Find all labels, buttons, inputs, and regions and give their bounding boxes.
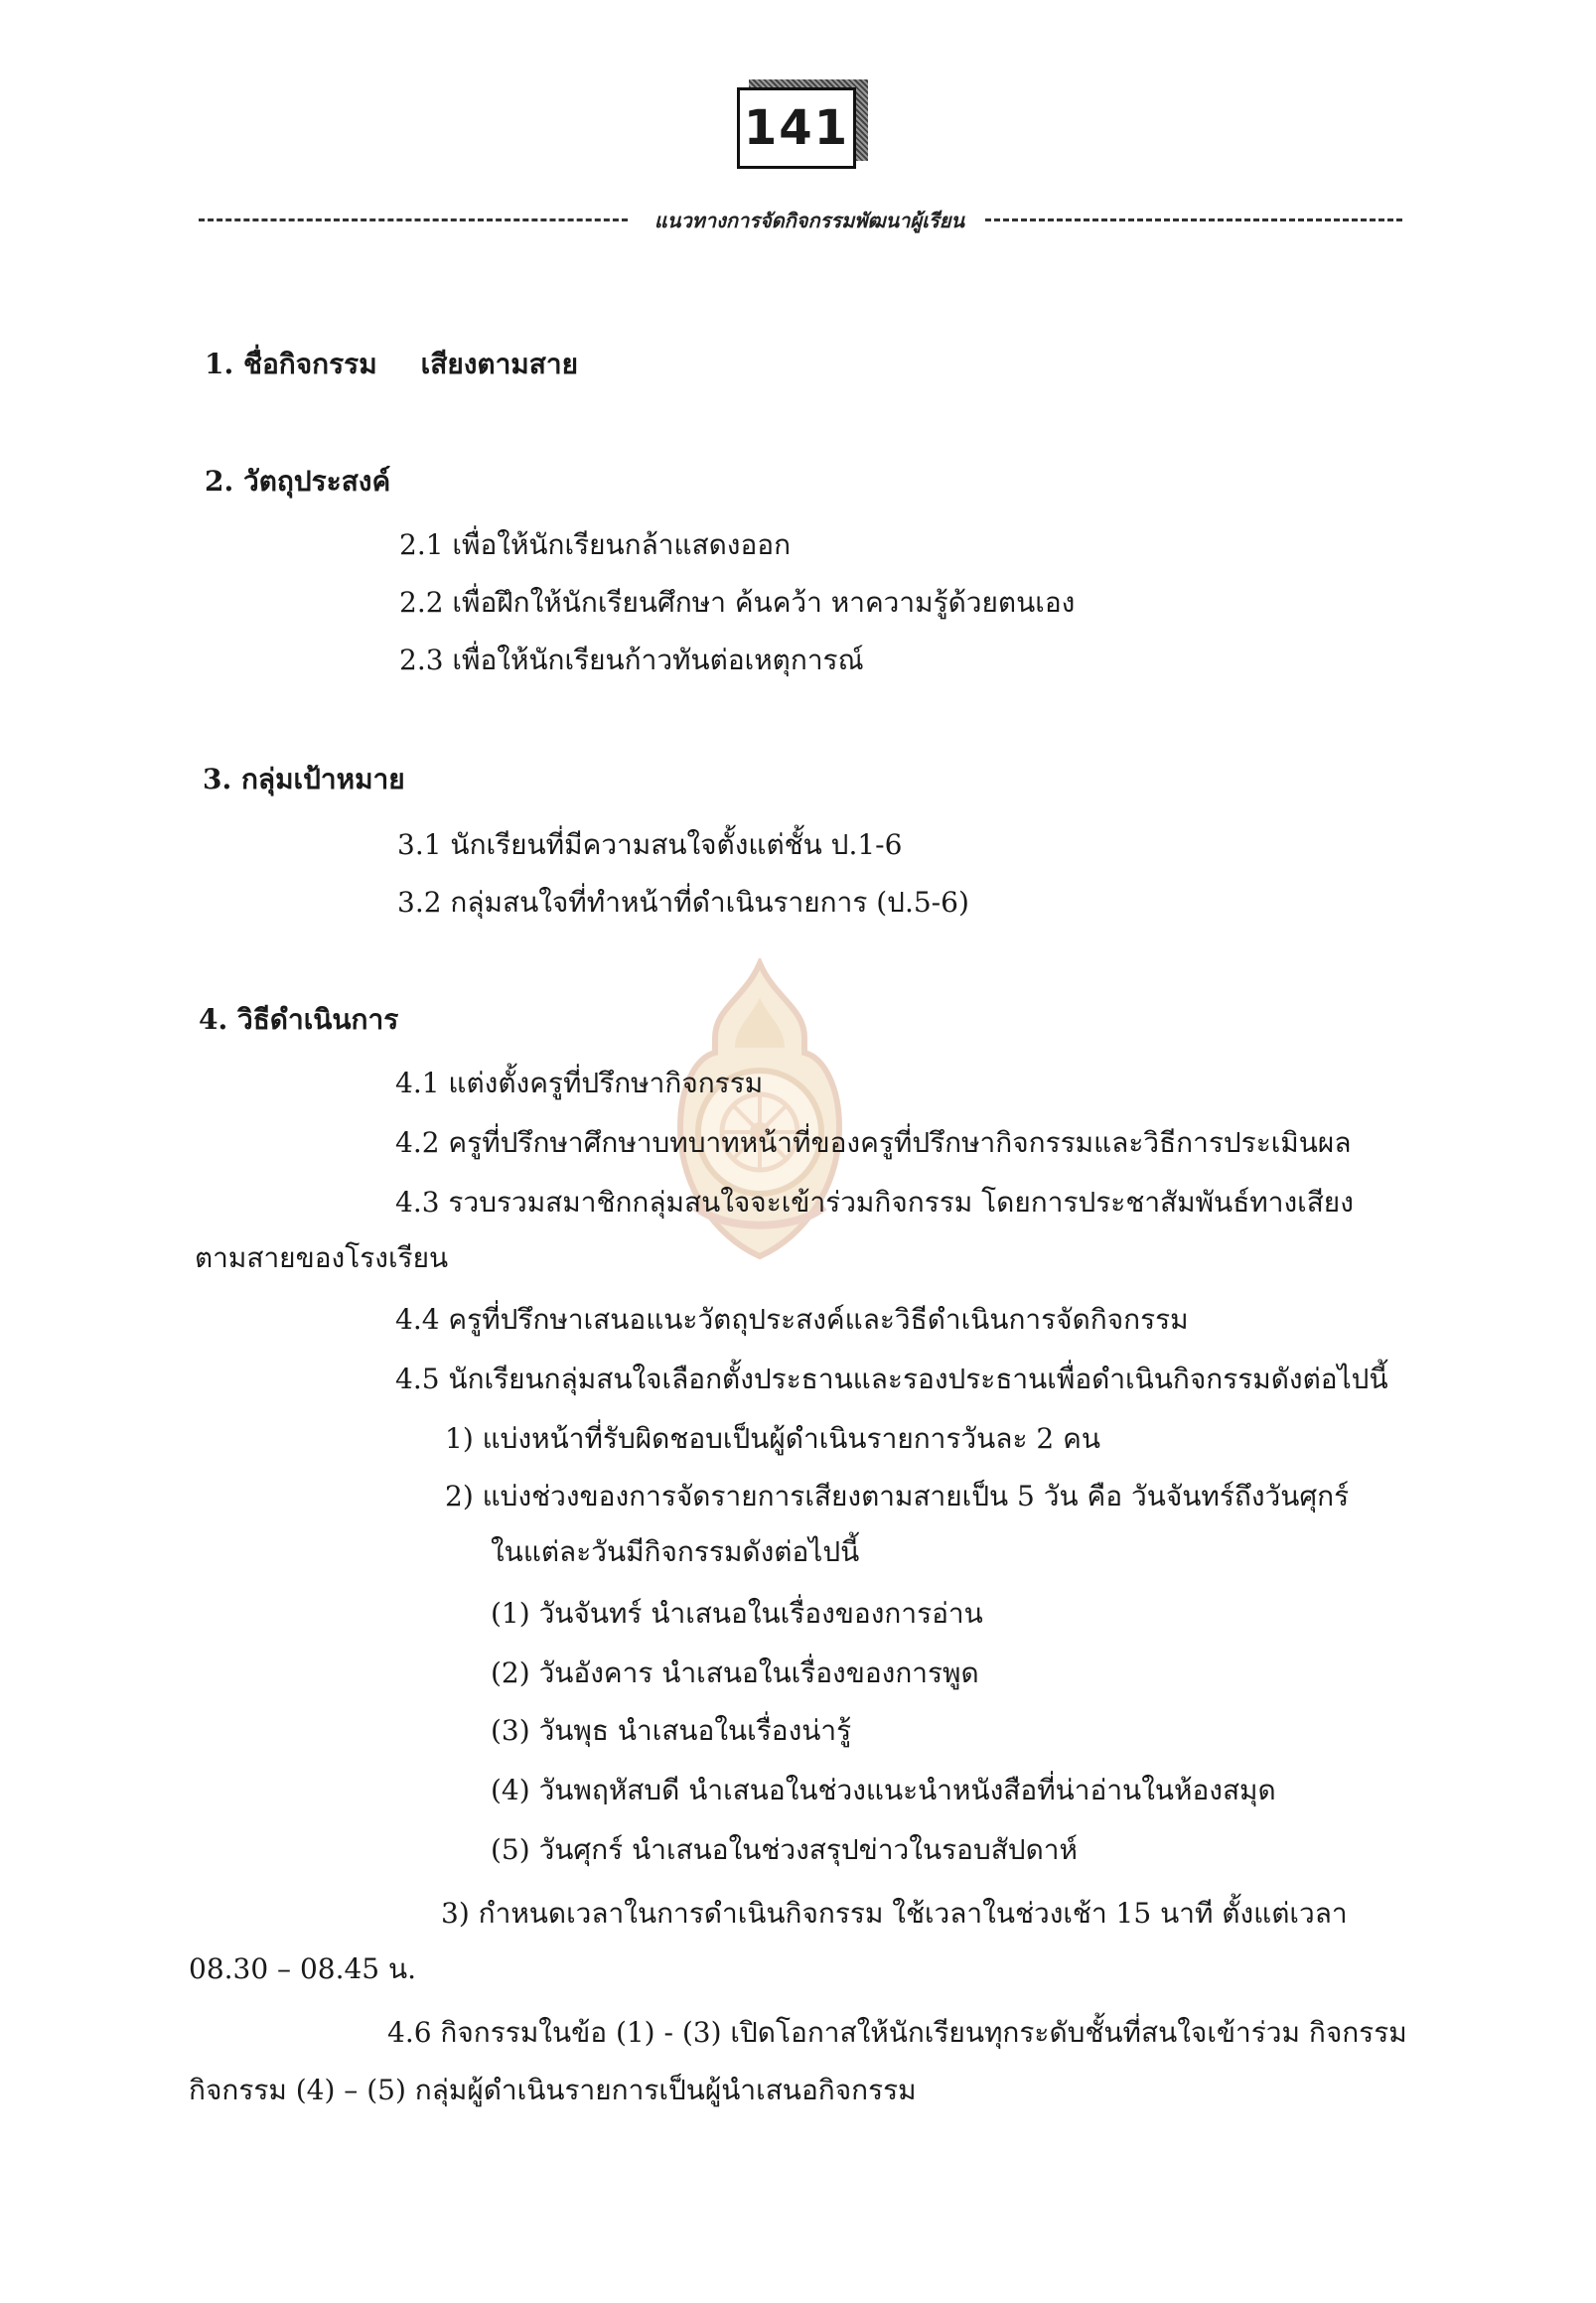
- objective-item: 2.1 เพื่อให้นักเรียนกล้าแสดงออก: [399, 528, 792, 561]
- procedure-item: 4.3 รวบรวมสมาชิกกลุ่มสนใจจะเข้าร่วมกิจกรรม โดยการประชาสัมพันธ์ทางเสียง: [395, 1186, 1354, 1219]
- procedure-item: 4.6 กิจกรรมในข้อ (1) - (3) เปิดโอกาสให้นักเรียนทุกระดับชั้นที่สนใจเข้าร่วม กิจกรรม: [387, 2016, 1407, 2049]
- header-rule-left: [199, 218, 628, 221]
- sub-item: 3) กำหนดเวลาในการดำเนินกิจกรรม ใช้เวลาในช่วงเช้า 15 นาที ตั้งแต่เวลา: [441, 1897, 1348, 1930]
- procedure-item-continued: ตามสายของโรงเรียน: [195, 1241, 449, 1274]
- section-3-heading: 3. กลุ่มเป้าหมาย: [203, 763, 405, 795]
- day-item: (3) วันพุธ นำเสนอในเรื่องน่ารู้: [491, 1714, 852, 1747]
- target-item: 3.2 กลุ่มสนใจที่ทำหน้าที่ดำเนินรายการ (ป.5-6): [397, 886, 969, 919]
- sub-item-continued: 08.30 – 08.45 น.: [189, 1952, 417, 1985]
- activity-name: เสียงตามสาย: [420, 348, 578, 380]
- day-item: (2) วันอังคาร นำเสนอในเรื่องของการพูด: [491, 1656, 979, 1689]
- day-item: (4) วันพฤหัสบดี นำเสนอในช่วงแนะนำหนังสือที่น่าอ่านในห้องสมุด: [491, 1774, 1276, 1806]
- target-item: 3.1 นักเรียนที่มีความสนใจตั้งแต่ชั้น ป.1-6: [397, 828, 903, 861]
- objective-item: 2.3 เพื่อให้นักเรียนก้าวทันต่อเหตุการณ์: [399, 644, 864, 676]
- section-4-heading: 4. วิธีดำเนินการ: [199, 1003, 399, 1036]
- section-1-label: 1. ชื่อกิจกรรม: [205, 348, 377, 380]
- day-item: (1) วันจันทร์ นำเสนอในเรื่องของการอ่าน: [491, 1597, 983, 1630]
- procedure-item: 4.2 ครูที่ปรึกษาศึกษาบทบาทหน้าที่ของครูที่ปรึกษากิจกรรมและวิธีการประเมินผล: [395, 1126, 1352, 1159]
- day-item: (5) วันศุกร์ นำเสนอในช่วงสรุปข่าวในรอบสัปดาห์: [491, 1833, 1078, 1866]
- sub-item: 1) แบ่งหน้าที่รับผิดชอบเป็นผู้ดำเนินรายการวันละ 2 คน: [445, 1422, 1100, 1455]
- sub-item-continued: ในแต่ละวันมีกิจกรรมดังต่อไปนี้: [491, 1535, 860, 1568]
- running-header-title: แนวทางการจัดกิจกรรมพัฒนาผู้เรียน: [653, 209, 965, 232]
- header-rule-right: [985, 218, 1402, 221]
- objective-item: 2.2 เพื่อฝึกให้นักเรียนศึกษา ค้นคว้า หาความรู้ด้วยตนเอง: [399, 586, 1076, 619]
- section-1-heading: [205, 348, 578, 381]
- page-number-box: [737, 87, 856, 169]
- page-number: 141: [737, 87, 856, 169]
- procedure-item-continued: กิจกรรม (4) – (5) กลุ่มผู้ดำเนินรายการเป็นผู้นำเสนอกิจกรรม: [189, 2074, 917, 2106]
- section-2-heading: 2. วัตถุประสงค์: [205, 465, 391, 498]
- procedure-item: 4.1 แต่งตั้งครูที่ปรึกษากิจกรรม: [395, 1067, 764, 1099]
- sub-item: 2) แบ่งช่วงของการจัดรายการเสียงตามสายเป็น 5 วัน คือ วันจันทร์ถึงวันศุกร์: [445, 1480, 1350, 1512]
- procedure-item: 4.4 ครูที่ปรึกษาเสนอแนะวัตถุประสงค์และวิธีดำเนินการจัดกิจกรรม: [395, 1303, 1189, 1336]
- procedure-item: 4.5 นักเรียนกลุ่มสนใจเลือกตั้งประธานและรองประธานเพื่อดำเนินกิจกรรมดังต่อไปนี้: [395, 1363, 1388, 1395]
